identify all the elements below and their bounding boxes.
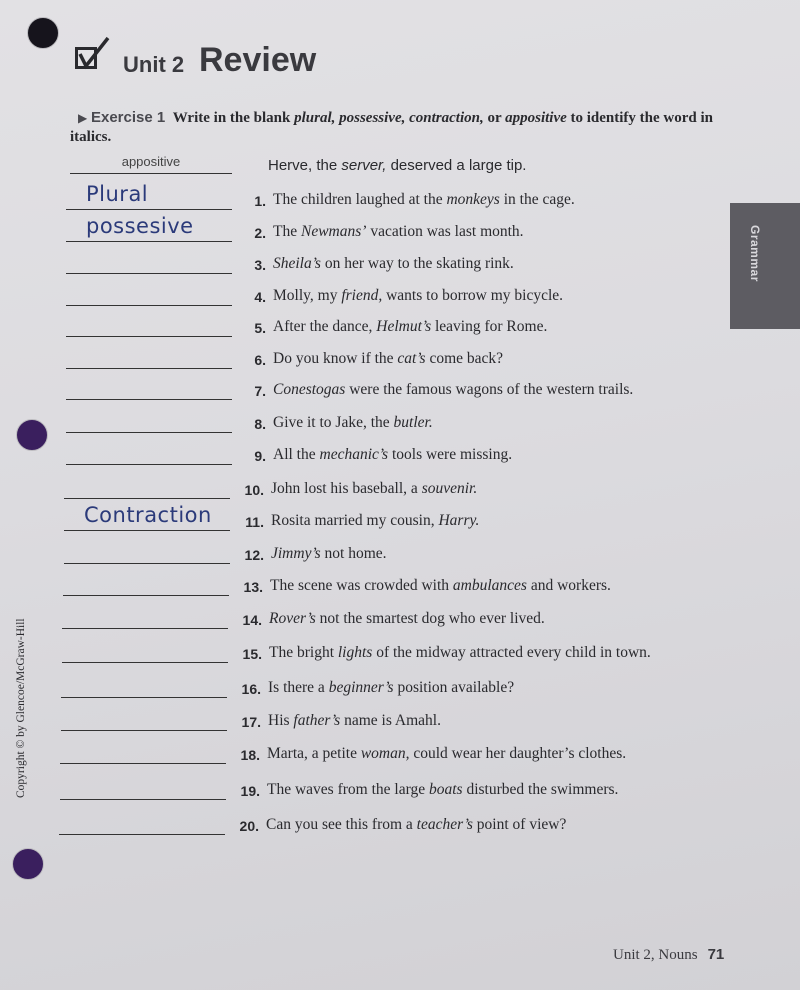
italic-word: Rover’s [269, 610, 316, 627]
item-sentence [273, 255, 514, 273]
sentence-text: All the [273, 446, 316, 463]
answer-blank[interactable] [66, 414, 232, 433]
item-number: 18. [240, 747, 260, 763]
italic-word: server, [341, 157, 387, 174]
item-sentence [273, 223, 524, 241]
sentence-text: disturbed the swimmers. [466, 781, 619, 798]
exercise-item [66, 214, 766, 247]
italic-word: ambulances [452, 577, 527, 594]
italic-word: cat’s [397, 350, 426, 367]
answer-blank[interactable] [66, 287, 232, 306]
answer-blank[interactable] [60, 781, 226, 800]
sentence-text: The [273, 223, 298, 240]
sentence-text: Can you see this from a [266, 816, 413, 833]
exercise-item [63, 577, 763, 601]
exercise-item [59, 816, 759, 840]
answer-blank[interactable] [64, 545, 230, 564]
exercise-item [60, 745, 760, 769]
item-number: 16. [241, 681, 261, 697]
example-row [70, 155, 730, 177]
exercise-item [66, 318, 766, 342]
instruction-option: appositive [505, 110, 567, 126]
instruction-option: contraction, [409, 110, 484, 126]
item-sentence [273, 318, 547, 336]
item-sentence [271, 480, 477, 498]
item-number: 6. [254, 352, 266, 368]
item-sentence [273, 350, 503, 368]
item-number: 10. [244, 482, 264, 498]
sentence-text: could wear her daughter’s clothes. [413, 745, 627, 762]
sentence-text: were the famous wagons of the western trails. [349, 381, 634, 398]
side-tab-label: Grammar [748, 225, 762, 282]
italic-word: souvenir. [421, 480, 478, 497]
italic-word: Helmut’s [376, 318, 432, 335]
instruction-option: plural, [294, 110, 336, 126]
binder-hole [16, 419, 48, 451]
sentence-text: vacation was last month. [370, 223, 524, 240]
italic-word: Jimmy’s [271, 545, 321, 562]
example-answer: appositive [121, 154, 181, 169]
exercise-item [62, 644, 762, 668]
exercise-item [64, 480, 764, 504]
handwritten-answer: Contraction [84, 503, 212, 527]
item-sentence [273, 446, 512, 464]
exercise-item [66, 350, 766, 374]
exercise-item [66, 255, 766, 279]
answer-blank[interactable] [66, 446, 232, 465]
grammar-side-tab [730, 203, 800, 329]
sentence-text: His [268, 712, 290, 729]
italic-word: friend, [341, 287, 383, 304]
copyright-notice [13, 598, 29, 798]
answer-blank[interactable] [59, 816, 225, 835]
page-number: 71 [707, 946, 725, 963]
sentence-text: The waves from the large [267, 781, 426, 798]
checkmark-box-icon [75, 47, 97, 69]
item-sentence [268, 679, 514, 697]
instruction-text: to identify the word in italics. [70, 110, 714, 145]
item-number: 9. [254, 448, 266, 464]
italic-word: Sheila’s [273, 255, 321, 272]
sentence-text: and workers. [530, 577, 611, 594]
italic-word: monkeys [446, 191, 500, 208]
exercise-item [66, 287, 766, 311]
binder-hole [12, 848, 44, 880]
triangle-bullet-icon: ▶ [78, 111, 88, 125]
item-number: 20. [239, 818, 259, 834]
sentence-text: Herve, the [268, 157, 338, 174]
instruction-text: or [487, 110, 502, 126]
item-sentence [268, 712, 441, 730]
sentence-text: Do you know if the [273, 350, 394, 367]
item-number: 5. [254, 320, 266, 336]
answer-blank[interactable] [64, 480, 230, 499]
answer-blank[interactable] [62, 610, 228, 629]
instruction-option: possessive, [339, 110, 406, 126]
item-sentence [269, 610, 545, 628]
item-sentence [271, 512, 479, 530]
checkmark-icon [76, 36, 112, 72]
exercise-item [66, 381, 766, 405]
copyright-text: Copyright © by Glencoe/McGraw-Hill [15, 618, 27, 798]
sentence-text: tools were missing. [391, 446, 513, 463]
sentence-text: position available? [397, 679, 515, 696]
item-sentence [266, 816, 566, 834]
sentence-text: After the dance, [273, 318, 373, 335]
sentence-text: point of view? [476, 816, 567, 833]
italic-word: teacher’s [416, 816, 473, 833]
sentence-text: The scene was crowded with [270, 577, 450, 594]
sentence-text: Marta, a petite [267, 745, 357, 762]
item-number: 14. [242, 612, 262, 628]
title-review: Review [199, 41, 317, 79]
sentence-text: leaving for Rome. [434, 318, 548, 335]
handwritten-answer: possesive [86, 214, 194, 238]
item-number: 2. [254, 225, 266, 241]
item-number: 7. [254, 383, 266, 399]
sentence-text: not home. [324, 545, 387, 562]
instruction-text: Write in the blank [172, 110, 291, 126]
italic-word: woman, [360, 745, 410, 762]
sentence-text: Give it to Jake, the [273, 414, 390, 431]
exercise-label: Exercise 1 [90, 109, 166, 126]
item-number: 13. [243, 579, 263, 595]
answer-blank[interactable] [66, 255, 232, 274]
page-footer [613, 946, 724, 964]
answer-blank[interactable] [60, 745, 226, 764]
sentence-text: The bright [269, 644, 334, 661]
italic-word: mechanic’s [319, 446, 389, 463]
binder-hole [27, 17, 59, 49]
item-number: 17. [241, 714, 261, 730]
answer-blank[interactable] [66, 381, 232, 400]
sentence-text: Rosita married my cousin, [271, 512, 435, 529]
exercise-item [66, 182, 766, 215]
item-sentence [267, 745, 626, 763]
italic-word: Harry. [438, 512, 480, 529]
italic-word: Conestogas [273, 381, 346, 398]
answer-blank[interactable] [61, 712, 227, 731]
italic-word: butler. [393, 414, 433, 431]
item-number: 15. [242, 646, 262, 662]
item-sentence [270, 577, 611, 595]
exercise-item [61, 712, 761, 736]
italic-word: boats [428, 781, 463, 798]
sentence-text: deserved a large tip. [390, 157, 527, 174]
sentence-text: Molly, my [273, 287, 338, 304]
exercise-item [61, 679, 761, 703]
sentence-text: name is Amahl. [344, 712, 441, 729]
item-sentence [273, 287, 563, 305]
exercise-item [60, 781, 760, 805]
sentence-text: wants to borrow my bicycle. [386, 287, 564, 304]
sentence-text: in the cage. [503, 191, 575, 208]
exercise-item [66, 446, 766, 470]
item-sentence [273, 191, 575, 209]
item-number: 8. [254, 416, 266, 432]
answer-blank[interactable] [66, 318, 232, 337]
item-sentence [273, 414, 433, 432]
answer-blank[interactable] [63, 577, 229, 596]
sentence-text: The children laughed at the [273, 191, 443, 208]
item-number: 11. [245, 514, 264, 530]
item-number: 12. [244, 547, 264, 563]
exercise-item [64, 503, 764, 536]
sentence-text: of the midway attracted every child in town. [376, 644, 651, 661]
footer-text: Unit 2, Nouns [613, 947, 698, 963]
item-sentence [271, 545, 387, 563]
answer-blank[interactable] [66, 350, 232, 369]
sentence-text: on her way to the skating rink. [324, 255, 514, 272]
sentence-text: Is there a [268, 679, 325, 696]
italic-word: beginner’s [328, 679, 394, 696]
item-number: 19. [240, 783, 260, 799]
exercise-item [66, 414, 766, 438]
handwritten-answer: Plural [86, 182, 149, 206]
italic-word: lights [337, 644, 373, 661]
italic-word: Newmans’ [300, 223, 367, 240]
sentence-text: John lost his baseball, a [271, 480, 418, 497]
answer-blank[interactable] [62, 644, 228, 663]
item-sentence [267, 781, 618, 799]
item-number: 1. [254, 193, 266, 209]
item-sentence [269, 644, 651, 662]
italic-word: father’s [293, 712, 341, 729]
exercise-instructions [70, 108, 720, 147]
exercise-item [64, 545, 764, 569]
sentence-text: come back? [429, 350, 504, 367]
item-sentence [273, 381, 633, 399]
item-number: 4. [254, 289, 266, 305]
exercise-item [62, 610, 762, 634]
example-sentence [268, 157, 526, 174]
answer-blank[interactable] [61, 679, 227, 698]
item-number: 3. [254, 257, 266, 273]
title-unit: Unit 2 [123, 52, 185, 77]
sentence-text: not the smartest dog who ever lived. [319, 610, 545, 627]
